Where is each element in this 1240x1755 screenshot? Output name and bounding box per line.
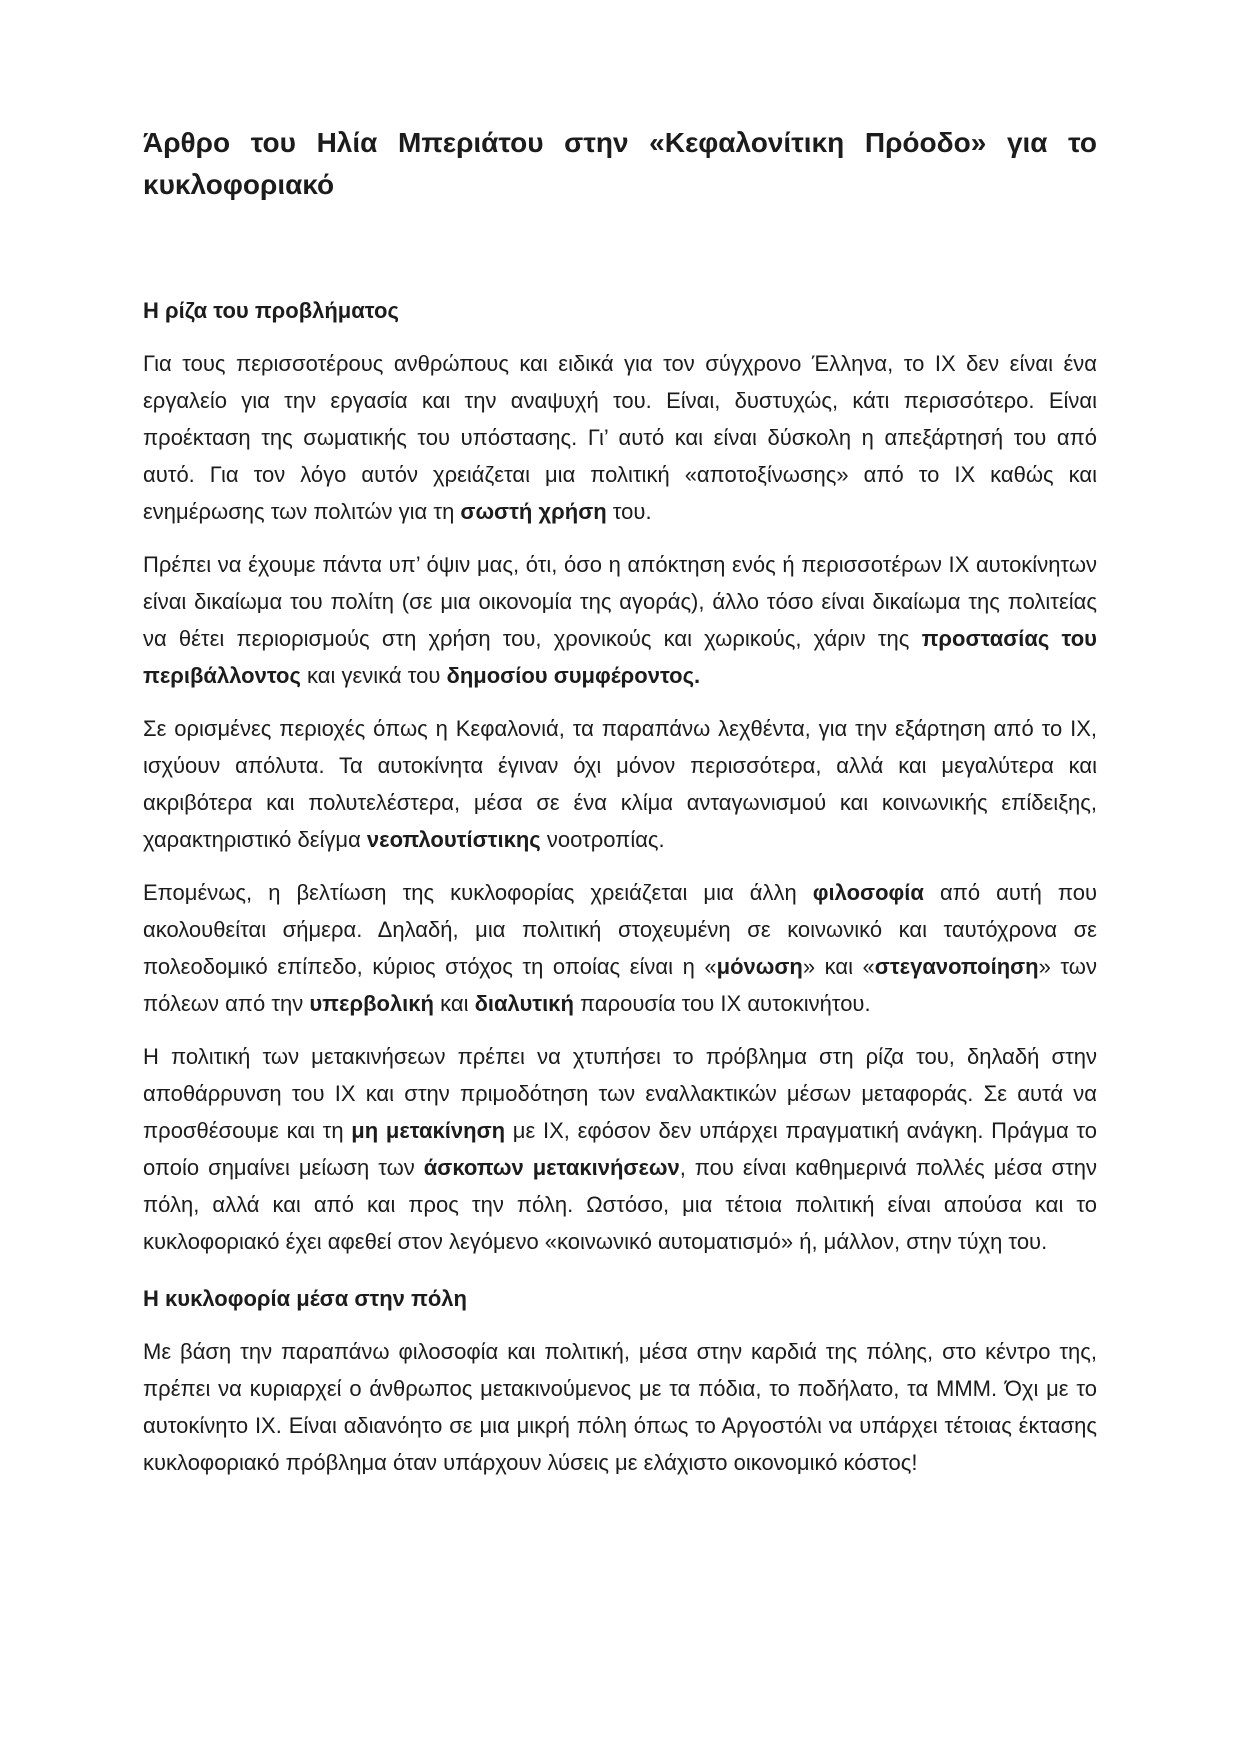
text-run: Με βάση την παραπάνω φιλοσοφία και πολιτική, μέσα στην καρδιά της πόλης, στο κέντρο της, πρέπει να κυριαρχεί ο άνθρωπος μετακινούμενος με τα πόδια, το ποδήλατο, τα ΜΜΜ. Όχι με το αυτοκίνητο ΙΧ. Είναι αδιανόητο σε μια μικρή πόλη όπως το Αργοστόλι να υπάρχει τέτοιας έκτασης κυκλοφοριακό πρόβλημα όταν υπάρχουν λύσεις με ελάχιστο οικονομικό κόστος! (143, 1339, 1097, 1475)
bold-text-run: στεγανοποίηση (874, 954, 1039, 979)
text-run: από αυτή που ακολουθείται σήμερα. Δηλαδή, μια πολιτική στοχευμένη σε κοινωνικό και ταυτόχρονα σε πολεοδομικό επίπεδο, κύριος στόχος τη οποίας είναι η « (143, 880, 1097, 979)
text-run: και γενικά του (300, 663, 447, 688)
body-paragraph (143, 1038, 1097, 1260)
body-paragraph (143, 874, 1097, 1022)
article-title (143, 122, 1097, 206)
text-run: του. (606, 499, 652, 524)
text-run: Για τους περισσοτέρους ανθρώπους και ειδικά για τον σύγχρονο Έλληνα, το ΙΧ δεν είναι ένα εργαλείο για την εργασία και την αναψυχή του. Είναι, δυστυχώς, κάτι περισσότερο. Είναι προέκταση της σωματικής του υπόστασης. Γι’ αυτό και είναι δύσκολη η απεξάρτησή του από αυτό. Για τον λόγο αυτόν χρειάζεται μια πολιτική «αποτοξίνωσης» από το ΙΧ καθώς και ενημέρωσης των πολιτών για τη (143, 351, 1097, 524)
text-run: Επομένως, η βελτίωση της κυκλοφορίας χρειάζεται μια άλλη (143, 880, 813, 905)
bold-text-run: άσκοπων μετακινήσεων (423, 1155, 680, 1180)
text-run: » και « (802, 954, 875, 979)
bold-text-run: δημοσίου συμφέροντος. (446, 663, 701, 688)
bold-text-run: προστασίας του περιβάλλοντος (143, 626, 1097, 688)
body-paragraph (143, 1333, 1097, 1481)
section-heading: Η κυκλοφορία μέσα στην πόλη (143, 1286, 467, 1311)
text-run: » των πόλεων από την (143, 954, 1097, 1016)
bold-text-run: διαλυτική (474, 991, 574, 1016)
text-run: νοοτροπίας. (540, 827, 665, 852)
text-run: Η πολιτική των μετακινήσεων πρέπει να χτυπήσει το πρόβλημα στη ρίζα του, δηλαδή στην αποθάρρυνση του ΙΧ και στην πριμοδότηση των εναλλακτικών μέσων μεταφοράς. Σε αυτά να προσθέσουμε και τη (143, 1044, 1097, 1143)
bold-text-run: υπερβολική (309, 991, 434, 1016)
body-paragraph (143, 710, 1097, 858)
text-run: Πρέπει να έχουμε πάντα υπ’ όψιν μας, ότι, όσο η απόκτηση ενός ή περισσοτέρων ΙΧ αυτοκίνητων είναι δικαίωμα του πολίτη (σε μια οικονομία της αγοράς), άλλο τόσο είναι δικαίωμα της πολιτείας να θέτει περιορισμούς στη χρήση του, χρονικούς και χωρικούς, χάριν της (143, 552, 1097, 651)
text-run: , που είναι καθημερινά πολλές μέσα στην πόλη, αλλά και από και προς την πόλη. Ωστόσο, μια τέτοια πολιτική είναι απούσα και το κυκλοφοριακό έχει αφεθεί στον λεγόμενο «κοινωνικό αυτοματισμό» ή, μάλλον, στην τύχη του. (143, 1155, 1097, 1254)
body-paragraph (143, 345, 1097, 530)
text-run: και (434, 991, 475, 1016)
document-body (143, 292, 1097, 1481)
bold-text-run: μη μετακίνηση (351, 1118, 506, 1143)
text-run: παρουσία του ΙΧ αυτοκινήτου. (573, 991, 871, 1016)
bold-text-run: νεοπλουτίστικης (366, 827, 541, 852)
text-run: με ΙΧ, εφόσον δεν υπάρχει πραγματική ανάγκη. Πράγμα το οποίο σημαίνει μείωση των (143, 1118, 1098, 1180)
body-paragraph (143, 546, 1097, 694)
article-title-line: κυκλοφοριακό (143, 169, 335, 200)
bold-text-run: μόνωση (716, 954, 803, 979)
text-run: Σε ορισμένες περιοχές όπως η Κεφαλονιά, τα παραπάνω λεχθέντα, για την εξάρτηση από το ΙΧ, ισχύουν απόλυτα. Τα αυτοκίνητα έγιναν όχι μόνον περισσότερα, αλλά και μεγαλύτερα και ακριβότερα και πολυτελέστερα, μέσα σε ένα κλίμα ανταγωνισμού και κοινωνικής επίδειξης, χαρακτηριστικό δείγμα (143, 716, 1097, 852)
bold-text-run: φιλοσοφία (812, 880, 924, 905)
section-heading: Η ρίζα του προβλήματος (143, 298, 399, 323)
article-title-line: Άρθρο του Ηλία Μπεριάτου στην «Κεφαλονίτικη Πρόοδο» για το (143, 127, 1097, 158)
bold-text-run: σωστή χρήση (460, 499, 607, 524)
